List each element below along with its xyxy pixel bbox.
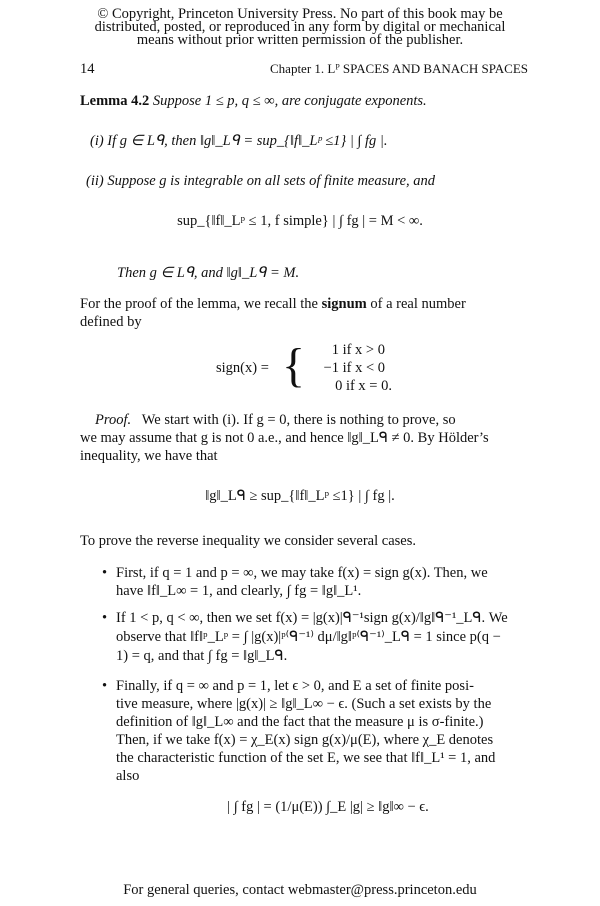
paragraph-line: inequality, we have that [80, 448, 218, 464]
text: of a real number [370, 296, 466, 312]
lemma-item-ii: (ii) Suppose g is integrable on all sets of finite measure, and [86, 173, 436, 189]
copyright-line: means without prior written permission of the publisher. [136, 32, 464, 48]
bullet-line: tive measure, where |g(x)| ≥ ‖g‖_L∞ − ϵ. (Such a set exists by the [116, 696, 492, 712]
text: We start with (i). If g = 0, there is nothing to prove, so [141, 412, 456, 428]
bullet: • [102, 678, 108, 694]
display-equation: sup_{‖f‖_Lᵖ ≤ 1, f simple} | ∫ fg | = M < ∞. [177, 213, 423, 229]
paragraph-line: defined by [80, 314, 142, 330]
lemma-label: Lemma 4.2 [80, 93, 150, 109]
lemma-statement: Suppose 1 ≤ p, q ≤ ∞, are conjugate exponents. [152, 93, 427, 109]
lemma-conclusion: Then g ∈ Lᑫ, and ‖g‖_Lᑫ = M. [117, 265, 300, 281]
bullet: • [102, 565, 108, 581]
signum-case: −1 if x < 0 [323, 360, 385, 376]
signum-case: 0 if x = 0. [335, 378, 392, 394]
bullet-line: have ‖f‖_L∞ = 1, and clearly, ∫ fg = ‖g‖_L¹. [116, 583, 362, 599]
copyright-line: © Copyright, Princeton University Press. No part of this book may be [97, 6, 503, 22]
bullet-line: 1) = q, and that ∫ fg = ‖g‖_Lᑫ. [116, 648, 288, 664]
bullet-line: Then, if we take f(x) = χ_E(x) sign g(x)/μ(E), where χ_E denotes [116, 732, 494, 748]
paragraph-line: we may assume that g is not 0 a.e., and hence ‖g‖_Lᑫ ≠ 0. By Hölder’s [80, 430, 489, 446]
paragraph-line [95, 411, 456, 429]
bullet-line: the characteristic function of the set E, we see that ‖f‖_L¹ = 1, and [116, 750, 496, 766]
copyright-line: distributed, posted, or reproduced in any form by digital or mechanical [94, 19, 506, 35]
footer: For general queries, contact webmaster@press.princeton.edu [123, 882, 477, 898]
bullet-line: definition of ‖g‖_L∞ and the fact that the measure μ is σ-finite.) [116, 714, 484, 730]
bullet-line: observe that ‖f‖ᵖ_Lᵖ = ∫ |g(x)|ᵖ⁽ᑫ⁻¹⁾ dμ/‖g‖ᵖ⁽ᑫ⁻¹⁾_Lᑫ = 1 since p(q − [116, 629, 501, 645]
bullet-line: If 1 < p, q < ∞, then we set f(x) = |g(x)|ᑫ⁻¹sign g(x)/‖g‖ᑫ⁻¹_Lᑫ. We [116, 610, 508, 626]
display-equation: | ∫ fg | = (1/μ(E)) ∫_E |g| ≥ ‖g‖∞ − ϵ. [227, 799, 429, 815]
text: For the proof of the lemma, we recall the [80, 296, 318, 312]
bullet: • [102, 610, 108, 626]
bullet-line: First, if q = 1 and p = ∞, we may take f(x) = sign g(x). Then, we [116, 565, 488, 581]
bullet-line: also [116, 768, 140, 784]
signum-case: 1 if x > 0 [331, 342, 385, 358]
display-equation: ‖g‖_Lᑫ ≥ sup_{‖f‖_Lᵖ ≤1} | ∫ fg |. [205, 488, 395, 504]
term-signum: signum [321, 296, 367, 312]
proof-label: Proof. [95, 412, 132, 428]
paragraph-line [80, 295, 466, 313]
paragraph-line: To prove the reverse inequality we consider several cases. [80, 533, 416, 549]
brace: { [282, 339, 306, 392]
bullet-line: Finally, if q = ∞ and p = 1, let ϵ > 0, and E a set of finite posi- [116, 678, 474, 694]
running-title: Chapter 1. Lᴾ SPACES AND BANACH SPACES [270, 61, 528, 76]
page-number: 14 [80, 61, 95, 77]
lemma-heading [80, 92, 427, 110]
lemma-item-i: (i) If g ∈ Lᑫ, then ‖g‖_Lᑫ = sup_{‖f‖_Lᵖ ≤1} | ∫ fg |. [90, 133, 388, 149]
signum-lhs: sign(x) = [216, 360, 269, 376]
